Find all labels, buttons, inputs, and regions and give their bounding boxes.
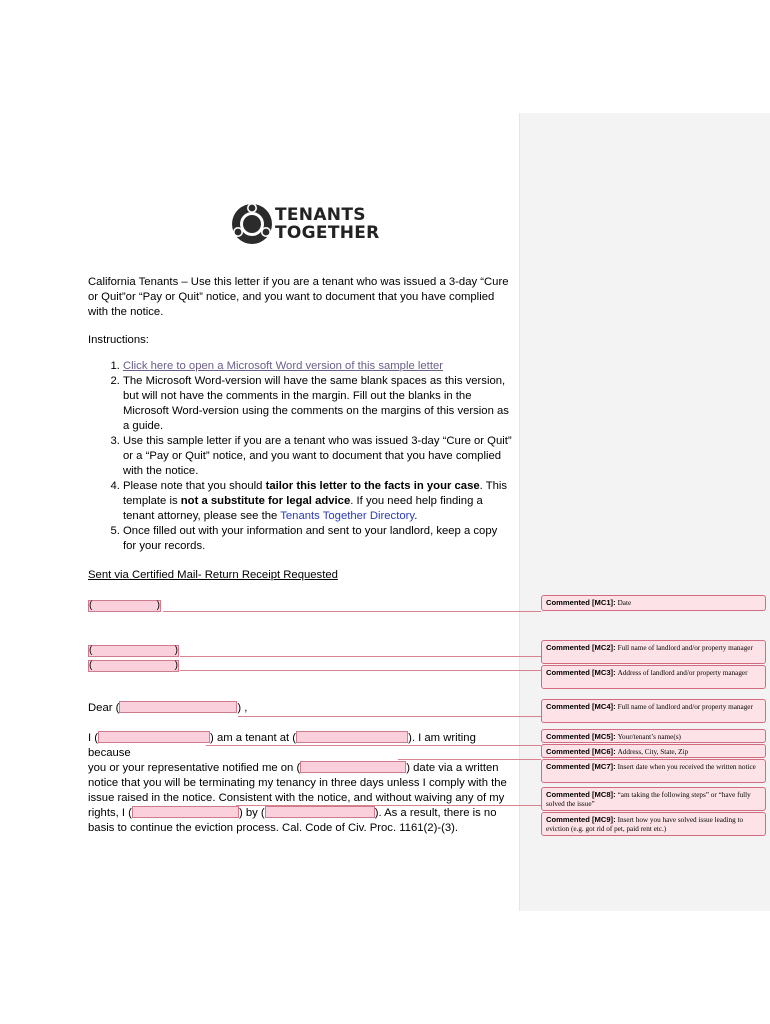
list-item: 2. The Microsoft Word-version will have the same blank spaces as this version, but will not have the comments in the margin. Fill out the blanks in the Microsoft Word-version using the comments on the margins of this version as a guide. — [123, 374, 513, 434]
directory-link[interactable]: Tenants Together Directory — [280, 510, 415, 522]
salutation-blank[interactable] — [119, 701, 237, 713]
item4-text-b: . This template is — [123, 480, 508, 507]
comment-mc2[interactable]: Commented [MC2]: Full name of landlord and/or property manager — [541, 640, 766, 664]
logo-line-1: TENANTS — [275, 205, 366, 225]
item4-bold-b: not a substitute for legal advice — [180, 495, 351, 507]
comment-mc7[interactable]: Commented [MC7]: Insert date when you received the written notice — [541, 759, 766, 783]
letter-body — [88, 731, 516, 836]
intro-paragraph: California Tenants – Use this letter if you are a tenant who was issued a 3-day “Cure or Quit”or “Pay or Quit” notice, and you want to document that you have complied with the notice. — [88, 276, 509, 318]
salutation-line — [88, 701, 247, 716]
tenant-name-blank[interactable] — [98, 731, 210, 743]
action-blank[interactable] — [132, 806, 239, 818]
tenants-together-logo — [231, 202, 380, 246]
sent-via-line: Sent via Certified Mail- Return Receipt Requested — [88, 569, 338, 581]
logo-line-2: TOGETHER — [275, 223, 380, 243]
date-line — [88, 596, 161, 612]
landlord-name-line — [88, 641, 179, 657]
item4-text-d: . — [414, 510, 418, 522]
word-version-link[interactable]: Click here to open a Microsoft Word version of this sample letter — [123, 360, 444, 372]
item4-bold-a: tailor this letter to the facts in your case — [265, 480, 480, 492]
comment-connector — [180, 656, 541, 657]
comment-mc6[interactable]: Commented [MC6]: Address, City, State, Zip — [541, 744, 766, 758]
body-line-5: rights, I ( ) by ( ). As a result, there is no — [88, 807, 497, 819]
landlord-name-blank[interactable]: ( ) — [89, 645, 178, 656]
comment-mc3[interactable]: Commented [MC3]: Address of landlord and/or property manager — [541, 665, 766, 689]
comment-connector — [370, 805, 541, 806]
landlord-address-blank[interactable]: ( ) — [89, 660, 178, 671]
list-item — [123, 359, 513, 374]
comment-connector — [398, 759, 541, 760]
body-line-6: basis to continue the eviction process. Cal. Code of Civ. Proc. 1161(2)-(3). — [88, 822, 459, 834]
comment-connector — [398, 745, 541, 746]
comment-connector — [180, 670, 541, 671]
body-line-3: notice that you will be terminating my tenancy in three days unless I comply with the — [88, 777, 507, 789]
comment-connector — [163, 611, 541, 612]
landlord-address-line — [88, 656, 179, 672]
item4-text-a: Please note that you should — [123, 480, 266, 492]
list-item: 5. Once filled out with your information and sent to your landlord, keep a copy for your records. — [123, 524, 513, 554]
list-item: 3. Use this sample letter if you are a tenant who was issued 3-day “Cure or Quit” or a “Pay or Quit” notice, and you want to document that you have complied with the notice. — [123, 434, 513, 479]
tenant-address-blank[interactable] — [296, 731, 408, 743]
instructions-heading: Instructions: — [88, 334, 149, 346]
instructions-list — [88, 359, 513, 554]
comment-mc5[interactable]: Commented [MC5]: Your/tenant’s name(s) — [541, 729, 766, 743]
comment-connector — [238, 716, 541, 717]
comment-mc9[interactable]: Commented [MC9]: Insert how you have solved issue leading to eviction (e.g. got rid of pet, paid rent etc.) — [541, 812, 766, 836]
date-blank[interactable]: ( ) — [89, 600, 160, 611]
dear-text: Dear ( — [88, 702, 120, 714]
comment-mc8[interactable]: Commented [MC8]: “am taking the following steps” or “have fully solved the issue” — [541, 787, 766, 811]
notice-date-blank[interactable] — [300, 761, 406, 773]
comment-mc1[interactable]: Commented [MC1]: Date — [541, 595, 766, 611]
dear-end-text: ) , — [237, 702, 248, 714]
logo-mark-icon — [231, 203, 273, 245]
comment-mc4[interactable]: Commented [MC4]: Full name of landlord and/or property manager — [541, 699, 766, 723]
list-item — [123, 479, 513, 524]
resolution-blank[interactable] — [265, 806, 375, 818]
item4-text-c: . If you need help finding a tenant attorney, please see the — [123, 495, 483, 522]
body-line-1: I ( ) am a tenant at ( ). I am writing because — [88, 732, 476, 759]
margin-pane-border — [519, 113, 520, 911]
body-line-2: you or your representative notified me on ( ) date via a written — [88, 762, 499, 774]
body-line-4: issue raised in the notice. Consistent with the notice, and without waiving any of my — [88, 792, 505, 804]
